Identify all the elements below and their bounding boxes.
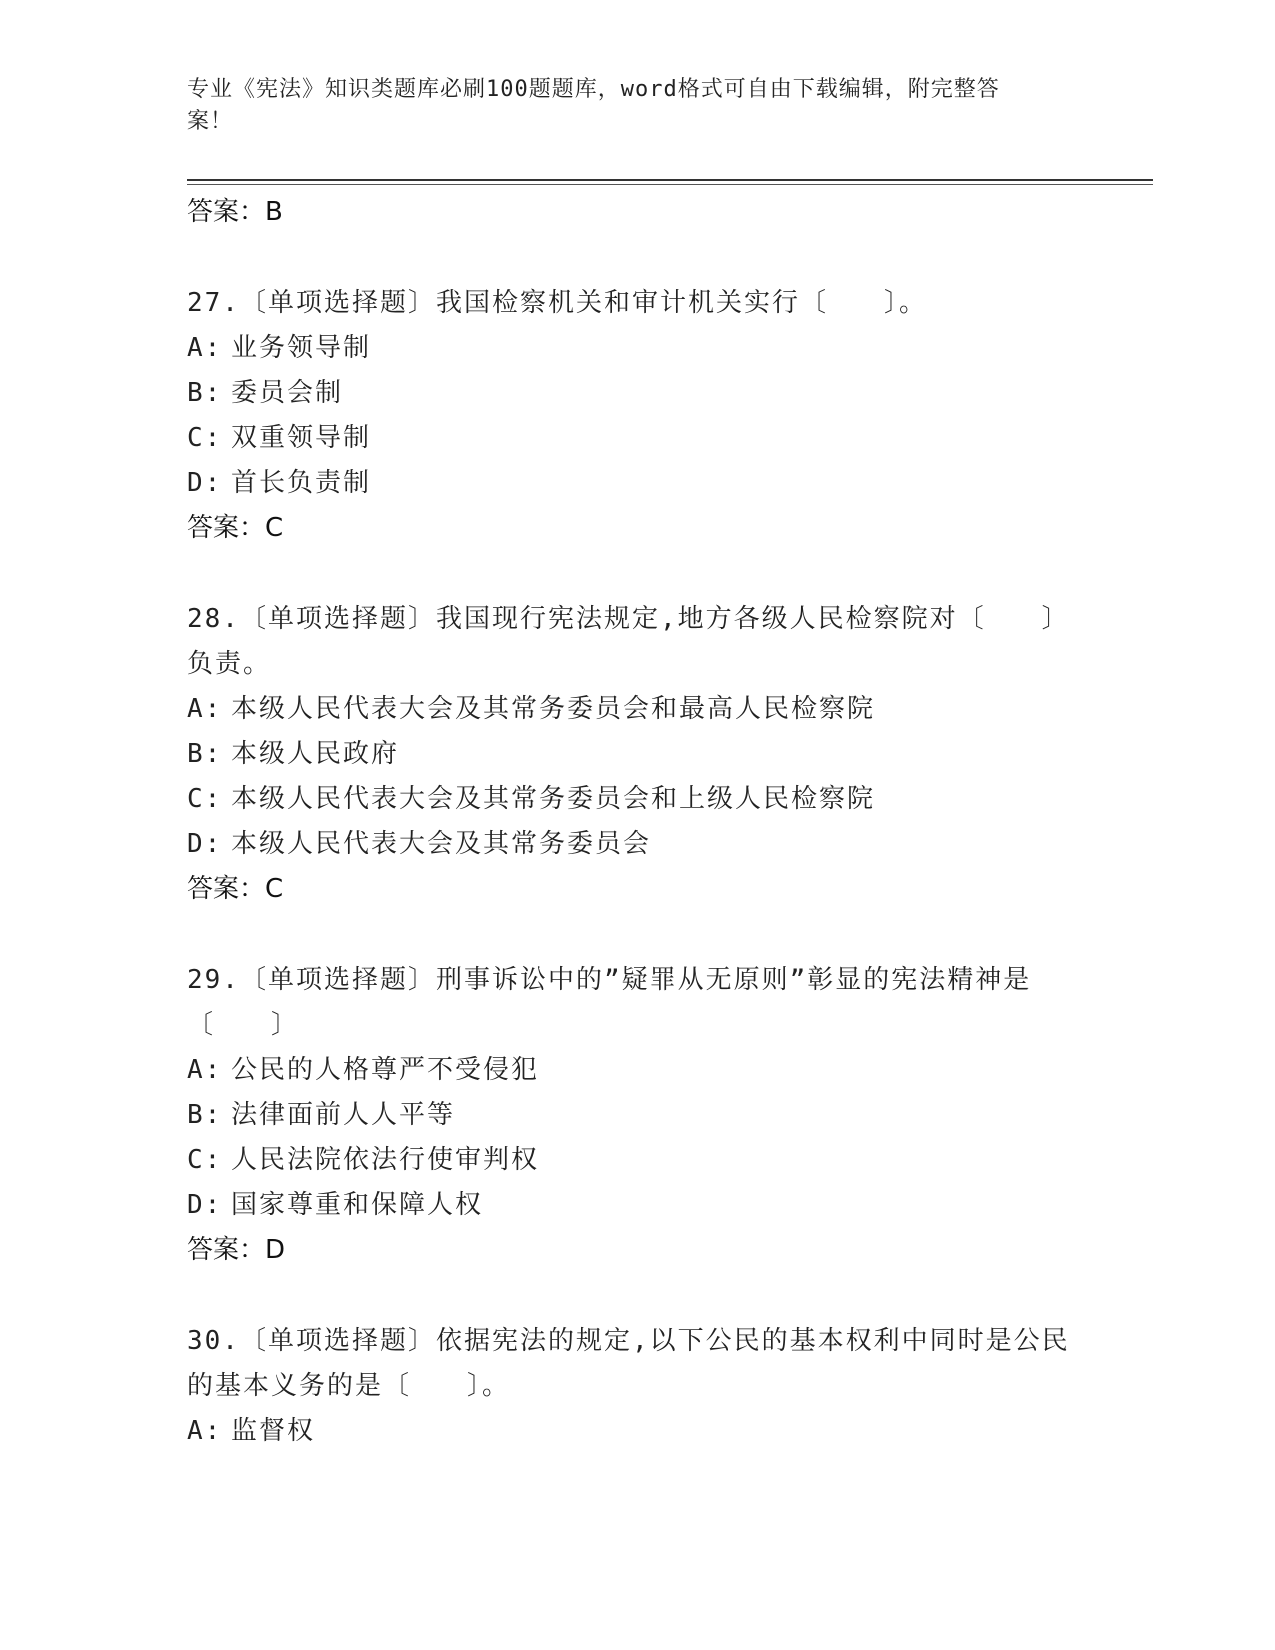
option-letter: C:	[187, 1145, 223, 1175]
option-text: 业务领导制	[231, 333, 372, 363]
header-divider-thin	[187, 184, 1153, 185]
option-text: 本级人民代表大会及其常务委员会和上级人民检察院	[231, 784, 876, 814]
option-text: 法律面前人人平等	[231, 1100, 456, 1130]
header-line-1: 专业《宪法》知识类题库必刷100题题库，word格式可自由下载编辑，附完整答	[187, 77, 1000, 102]
option-letter: C:	[187, 784, 223, 814]
option-c	[187, 777, 1087, 822]
answer-line: 答案：C	[187, 874, 284, 904]
answer-line: 答案：B	[187, 197, 283, 227]
option-text: 监督权	[231, 1416, 316, 1446]
question-block-29	[187, 958, 1087, 1272]
option-letter: A:	[187, 1416, 223, 1446]
option-letter: A:	[187, 694, 223, 724]
option-letter: D:	[187, 829, 223, 859]
question-text: 30.〔单项选择题〕依据宪法的规定,以下公民的基本权利中同时是公民的基本义务的是〔 〕。	[187, 1326, 1070, 1401]
option-text: 委员会制	[231, 378, 344, 408]
option-a	[187, 1048, 1087, 1093]
option-a	[187, 326, 1087, 371]
option-letter: D:	[187, 1190, 223, 1220]
option-a	[187, 687, 1087, 732]
option-text: 双重领导制	[231, 423, 372, 453]
answer-line: 答案：C	[187, 513, 284, 543]
question-block-28	[187, 597, 1087, 911]
option-letter: B:	[187, 1100, 223, 1130]
option-d	[187, 822, 1087, 867]
page-header	[187, 74, 1077, 138]
option-d	[187, 461, 1087, 506]
question-text: 27.〔单项选择题〕我国检察机关和审计机关实行〔 〕。	[187, 288, 927, 318]
answer-line: 答案：D	[187, 1235, 286, 1265]
option-text: 人民法院依法行使审判权	[231, 1145, 540, 1175]
option-text: 本级人民政府	[231, 739, 400, 769]
option-letter: D:	[187, 468, 223, 498]
option-text: 本级人民代表大会及其常务委员会和最高人民检察院	[231, 694, 876, 724]
option-a	[187, 1409, 1087, 1454]
question-text: 29.〔单项选择题〕刑事诉讼中的”疑罪从无原则”彰显的宪法精神是〔 〕	[187, 965, 1032, 1040]
option-text: 本级人民代表大会及其常务委员会	[231, 829, 652, 859]
option-letter: A:	[187, 1055, 223, 1085]
option-letter: B:	[187, 739, 223, 769]
option-b	[187, 371, 1087, 416]
question-block-30	[187, 1319, 1087, 1454]
option-c	[187, 416, 1087, 461]
option-d	[187, 1183, 1087, 1228]
question-text: 28.〔单项选择题〕我国现行宪法规定,地方各级人民检察院对〔 〕负责。	[187, 604, 1070, 679]
option-letter: C:	[187, 423, 223, 453]
option-text: 公民的人格尊严不受侵犯	[231, 1055, 540, 1085]
option-letter: A:	[187, 333, 223, 363]
question-list	[187, 190, 1087, 1454]
option-c	[187, 1138, 1087, 1183]
header-divider-thick	[187, 179, 1153, 181]
option-letter: B:	[187, 378, 223, 408]
option-b	[187, 1093, 1087, 1138]
option-text: 首长负责制	[231, 468, 372, 498]
question-block-27	[187, 281, 1087, 550]
option-text: 国家尊重和保障人权	[231, 1190, 484, 1220]
option-b	[187, 732, 1087, 777]
header-line-2: 案！	[187, 109, 234, 134]
